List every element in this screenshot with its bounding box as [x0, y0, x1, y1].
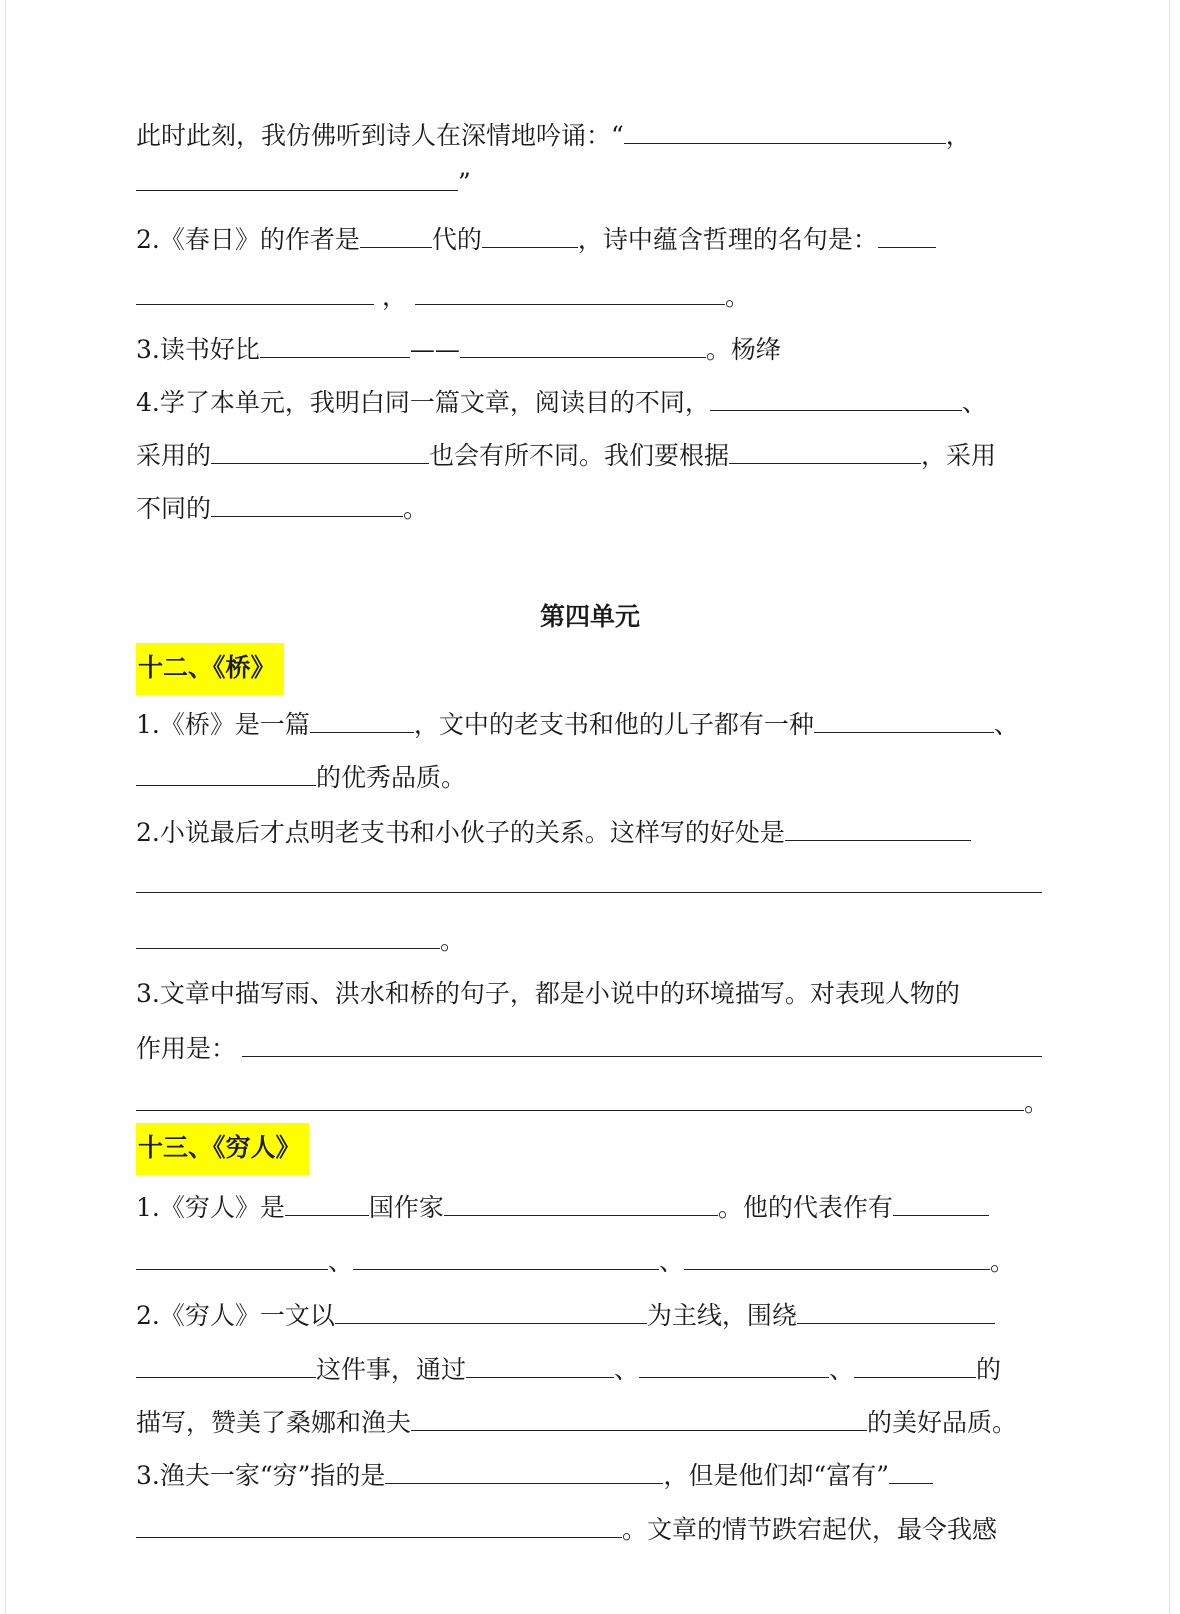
question-4-cont	[136, 437, 996, 473]
poem-line-1	[136, 117, 971, 153]
blank[interactable]	[854, 1351, 976, 1378]
l13-q2-text-g: 描写，赞美了桑娜和渔夫	[136, 1408, 412, 1437]
l13-question-3	[136, 1457, 933, 1493]
l12-question-3-cont	[136, 1030, 1042, 1066]
blank[interactable]	[785, 814, 971, 841]
question-2-cont	[136, 278, 750, 314]
blank[interactable]	[729, 437, 921, 464]
l13-q2-text-c: 这件事，通过	[316, 1355, 467, 1384]
l13-q2-text-b: 为主线，围绕	[646, 1301, 797, 1330]
question-3	[136, 331, 781, 367]
blank[interactable]	[466, 1351, 614, 1378]
l12-question-2-end	[136, 922, 465, 958]
lesson-13-heading: 十三、《穷人》	[136, 1123, 309, 1175]
q4-text-b: 、	[961, 388, 987, 417]
l12-q1-text-d: 的优秀品质。	[316, 763, 467, 792]
l13-question-1-cont	[136, 1243, 1015, 1279]
blank[interactable]	[136, 1351, 316, 1378]
lesson-12-heading: 十二、《桥》	[136, 643, 284, 695]
l13-q2-text-h: 的美好品质。	[867, 1408, 1018, 1437]
l13-q2-text-e: 、	[829, 1355, 855, 1384]
l12-q3-text-b: 作用是：	[136, 1034, 237, 1063]
q4-text-e: ，采用	[921, 441, 997, 470]
question-2	[136, 221, 936, 257]
q3-text-a: 3.读书好比	[136, 335, 260, 364]
q2-text-b: 代的	[431, 225, 482, 254]
blank[interactable]	[814, 706, 994, 733]
blank[interactable]	[878, 221, 936, 248]
blank[interactable]	[353, 1243, 659, 1270]
blank[interactable]	[136, 759, 316, 786]
poem-prompt: 此时此刻，我仿佛听到诗人在深情地吟诵：“	[136, 121, 624, 150]
quote-close: ”	[458, 168, 471, 197]
blank[interactable]	[797, 1297, 995, 1324]
blank[interactable]	[136, 866, 1042, 893]
blank[interactable]	[385, 1457, 663, 1484]
blank[interactable]	[482, 221, 578, 248]
blank[interactable]	[136, 1084, 1024, 1111]
blank[interactable]	[136, 1243, 328, 1270]
blank[interactable]	[211, 490, 403, 517]
question-4	[136, 384, 987, 420]
unit-title: 第四单元	[539, 602, 640, 631]
blank[interactable]	[211, 437, 429, 464]
l12-question-3	[136, 976, 960, 1012]
blank[interactable]	[335, 1297, 647, 1324]
l13-question-3-cont	[136, 1511, 997, 1547]
blank[interactable]	[710, 384, 962, 411]
l13-q1-text-c: 。他的代表作有	[717, 1193, 893, 1222]
l13-q1-text-f: 。	[990, 1247, 1016, 1276]
l13-q1-text-d: 、	[328, 1247, 354, 1276]
l13-q2-text-f: 的	[976, 1355, 1002, 1384]
blank[interactable]	[639, 1351, 829, 1378]
l12-q1-text-b: ，文中的老支书和他的儿子都有一种	[413, 710, 814, 739]
l12-question-2-line	[136, 866, 1042, 902]
l13-q1-text-b: 国作家	[368, 1193, 444, 1222]
blank[interactable]	[310, 706, 414, 733]
l13-question-2-cont	[136, 1351, 1001, 1387]
l13-q2-text-d: 、	[614, 1355, 640, 1384]
blank[interactable]	[411, 1404, 867, 1431]
l12-q2-text-b: 。	[440, 926, 466, 955]
blank[interactable]	[624, 117, 946, 144]
blank[interactable]	[136, 1511, 622, 1538]
blank[interactable]	[285, 1189, 369, 1216]
l12-q3-text-c: 。	[1024, 1088, 1050, 1117]
blank[interactable]	[136, 922, 440, 949]
l13-q3-text-c: 。文章的情节跌宕起伏，最令我感	[622, 1515, 998, 1544]
l12-question-1	[136, 706, 1019, 742]
q3-text-b: ——	[409, 335, 460, 364]
l12-question-2	[136, 814, 971, 850]
q4-text-d: 也会有所不同。我们要根据	[429, 441, 730, 470]
l13-q1-text-e: 、	[659, 1247, 685, 1276]
blank[interactable]	[360, 221, 432, 248]
blank[interactable]	[460, 331, 706, 358]
q2-text-c: ，诗中蕴含哲理的名句是：	[577, 225, 878, 254]
blank[interactable]	[889, 1457, 933, 1484]
l13-q1-text-a: 1.《穷人》是	[136, 1193, 285, 1222]
l12-q1-text-a: 1.《桥》是一篇	[136, 710, 310, 739]
blank[interactable]	[242, 1030, 1042, 1057]
blank[interactable]	[136, 164, 458, 191]
comma: ，	[945, 121, 971, 150]
q4-text-a: 4.学了本单元，我明白同一篇文章，阅读目的不同，	[136, 388, 710, 417]
l13-q3-text-a: 3.渔夫一家“穷”指的是	[136, 1461, 386, 1490]
l13-q2-text-a: 2.《穷人》一文以	[136, 1301, 335, 1330]
l12-question-3-end	[136, 1084, 1049, 1120]
l13-question-2	[136, 1297, 995, 1333]
blank[interactable]	[444, 1189, 718, 1216]
blank[interactable]	[415, 278, 725, 305]
q4-text-f: 不同的	[136, 494, 212, 523]
blank[interactable]	[893, 1189, 989, 1216]
l13-question-2-end	[136, 1404, 1017, 1440]
poem-line-2	[136, 164, 471, 200]
blank[interactable]	[136, 278, 374, 305]
l13-q3-text-b: ，但是他们却“富有”	[663, 1461, 889, 1490]
q3-text-c: 。杨绛	[705, 335, 781, 364]
q4-text-c: 采用的	[136, 441, 212, 470]
l12-question-1-cont	[136, 759, 466, 795]
blank[interactable]	[260, 331, 410, 358]
l12-q1-text-c: 、	[993, 710, 1019, 739]
l13-question-1	[136, 1189, 989, 1225]
l12-q3-text-a: 3.文章中描写雨、洪水和桥的句子，都是小说中的环境描写。对表现人物的	[136, 979, 960, 1008]
q4-text-g: 。	[403, 494, 429, 523]
question-4-cont2	[136, 490, 428, 526]
q2-text-d: ，	[382, 282, 408, 311]
q2-text-a: 2.《春日》的作者是	[136, 225, 360, 254]
q2-text-e: 。	[725, 282, 751, 311]
l12-q2-text-a: 2.小说最后才点明老支书和小伙子的关系。这样写的好处是	[136, 818, 785, 847]
blank[interactable]	[684, 1243, 990, 1270]
